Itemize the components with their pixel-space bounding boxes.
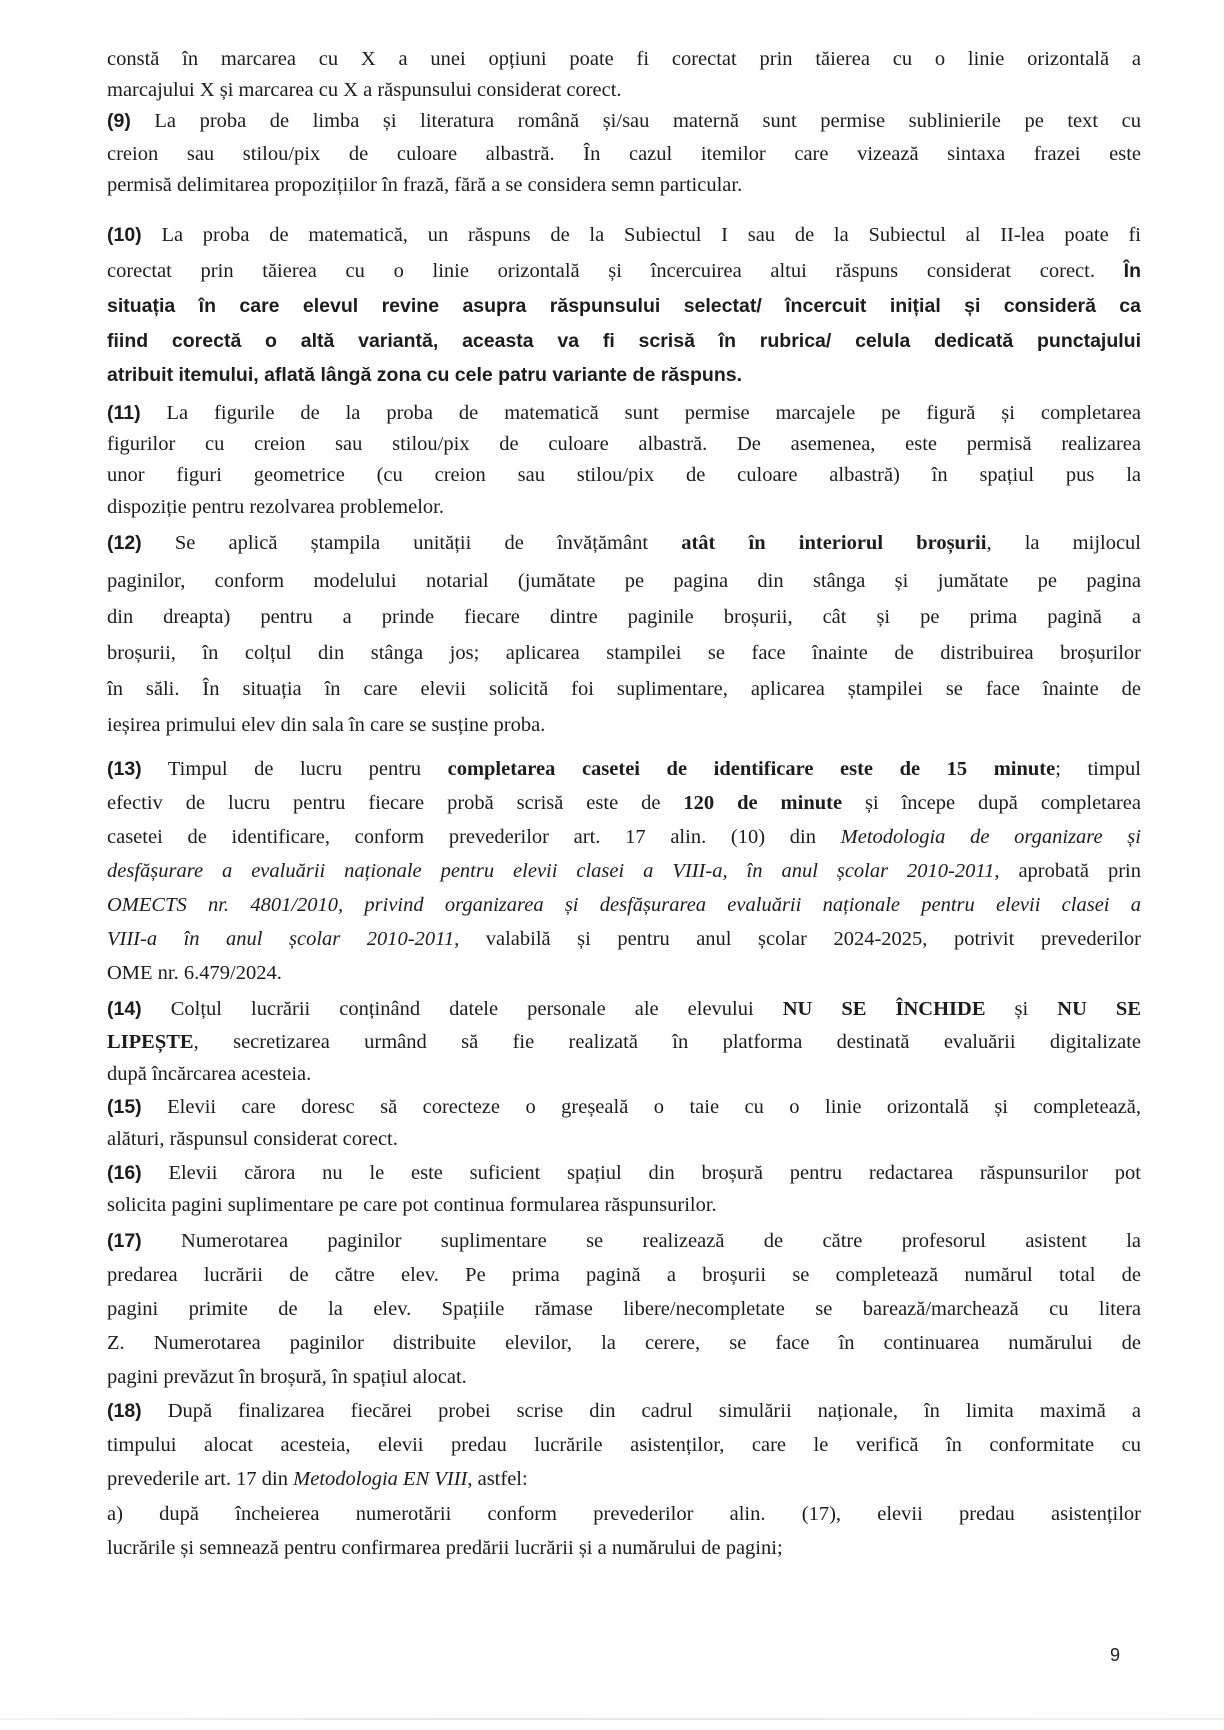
text-line: [107, 892, 1141, 918]
text-line: [107, 756, 1141, 782]
text-run: casetei de identificare, conform prevederilor art. 17 alin. (10) din: [107, 826, 841, 848]
text-run: constă în marcarea cu X a unei opțiuni poate fi corectat prin tăierea cu o linie orizontală a: [107, 48, 1141, 70]
text-run: OMECTS nr. 4801/2010, privind organizarea și desfășurarea evaluării naționale pentru elevii clasei a: [107, 894, 1141, 916]
text-line: [107, 172, 1141, 198]
paragraph-number: (13): [107, 758, 142, 780]
text-run: Se aplică ștampila unității de învățământ: [141, 532, 682, 554]
text-run: Numerotarea paginilor suplimentare se realizează de către profesorul asistent la: [141, 1230, 1141, 1252]
text-run: timpului alocat acesteia, elevii predau lucrările asistenților, care le verifică în conformitate cu: [107, 1434, 1141, 1456]
text-run: desfășurare a evaluării naționale pentru elevii clasei a VIII-a, în anul școlar 2010-2011: [107, 860, 995, 882]
paragraph-number: atribuit itemului, aflată lângă zona cu cele patru variante de răspuns.: [107, 364, 742, 386]
text-line: [107, 1466, 1141, 1492]
text-line: [107, 1061, 1141, 1087]
text-run: permisă delimitarea propozițiilor în frază, fără a se considera semn particular.: [107, 174, 743, 196]
text-run: figurilor cu creion sau stilou/pix de culoare albastră. De asemenea, este permisă realizarea: [107, 433, 1141, 455]
text-run: , la mijlocul: [986, 532, 1141, 554]
text-line: [107, 494, 1141, 520]
text-run: marcajului X și marcarea cu X a răspunsului considerat corect.: [107, 79, 622, 101]
text-run: din dreapta) pentru a prinde fiecare dintre paginile broșurii, cât și pe prima pagină a: [107, 606, 1141, 628]
text-run: completarea casetei de identificare este de 15 minute: [447, 758, 1056, 780]
text-run: LIPEȘTE: [107, 1031, 194, 1053]
text-run: prevederile art. 17 din: [107, 1468, 294, 1490]
paragraph-number: (16): [107, 1162, 142, 1184]
text-line: [107, 141, 1141, 167]
text-line: [107, 1192, 1141, 1218]
text-run: La figurile de la proba de matematică sunt permise marcajele pe figură și completarea: [140, 402, 1141, 424]
text-line: [107, 293, 1141, 319]
text-line: [107, 824, 1141, 850]
text-line: [107, 77, 1141, 103]
text-line: [107, 960, 1141, 986]
text-line: [107, 362, 1141, 388]
text-line: [107, 1094, 1141, 1120]
text-run: în săli. În situația în care elevii solicită foi suplimentare, aplicarea ștampilei se face înainte de: [107, 678, 1141, 700]
paragraph-number: (12): [107, 532, 142, 554]
text-line: [107, 604, 1141, 630]
text-line: [107, 790, 1141, 816]
page-number: 9: [1110, 1645, 1121, 1665]
text-line: [107, 431, 1141, 457]
text-run: creion sau stilou/pix de culoare albastră. În cazul itemilor care vizează sintaxa frazei este: [107, 143, 1141, 165]
text-line: [107, 258, 1141, 284]
text-run: Z. Numerotarea paginilor distribuite elevilor, la cerere, se face în continuarea numărului de: [107, 1332, 1141, 1354]
text-run: Timpul de lucru pentru: [141, 758, 448, 780]
text-run: Elevii care doresc să corecteze o greșeală o taie cu o linie orizontală și completează,: [141, 1096, 1141, 1118]
paragraph-number: (18): [107, 1400, 142, 1422]
text-run: VIII-a în anul școlar 2010-2011: [107, 928, 455, 950]
text-line: [107, 1364, 1141, 1390]
text-run: broșurii, în colțul din stânga jos; aplicarea stampilei se face înainte de distribuirea broșurilor: [107, 642, 1141, 664]
paragraph-number: (17): [107, 1230, 142, 1252]
text-line: [107, 1262, 1141, 1288]
page-edge-divider: [0, 1718, 1224, 1720]
text-run: NU SE: [1057, 998, 1141, 1020]
text-run: și: [985, 998, 1058, 1020]
text-line: [107, 858, 1141, 884]
text-run: La proba de limba și literatura română și/sau maternă sunt permise sublinierile pe text cu: [130, 110, 1141, 132]
text-line: [107, 328, 1141, 354]
paragraph-number: (11): [107, 402, 141, 424]
text-run: OME nr. 6.479/2024.: [107, 962, 282, 984]
paragraph-number: (14): [107, 998, 142, 1020]
text-line: [107, 1029, 1141, 1055]
text-run: pagini primite de la elev. Spațiile rămase libere/necompletate se barează/marchează cu litera: [107, 1298, 1141, 1320]
text-run: predarea lucrării de către elev. Pe prima pagină a broșurii se completează numărul total de: [107, 1264, 1141, 1286]
text-line: [107, 1535, 1141, 1561]
paragraph-number: (15): [107, 1096, 142, 1118]
text-run: dispoziție pentru rezolvarea problemelor.: [107, 496, 444, 518]
text-run: La proba de matematică, un răspuns de la Subiectul I sau de la Subiectul al II-lea poate fi: [141, 224, 1141, 246]
text-run: după încărcarea acesteia.: [107, 1063, 312, 1085]
text-run: a) după încheierea numerotării conform prevederilor alin. (17), elevii predau asistenților: [107, 1503, 1141, 1525]
text-run: Metodologia de organizare și: [840, 826, 1141, 848]
text-run: solicita pagini suplimentare pe care pot continua formularea răspunsurilor.: [107, 1194, 717, 1216]
text-line: [107, 1330, 1141, 1356]
text-run: unor figuri geometrice (cu creion sau stilou/pix de culoare albastră) în spațiul pus la: [107, 464, 1141, 486]
text-line: [107, 640, 1141, 666]
text-line: [107, 1228, 1141, 1254]
text-run: Metodologia EN VIII: [293, 1468, 468, 1490]
text-run: alături, răspunsul considerat corect.: [107, 1128, 398, 1150]
text-line: [107, 462, 1141, 488]
text-line: [107, 1398, 1141, 1424]
text-run: și începe după completarea: [842, 792, 1141, 814]
paragraph-number: (9): [107, 110, 131, 132]
text-run: ieșirea primului elev din sala în care se susține proba.: [107, 714, 546, 736]
text-line: [107, 926, 1141, 952]
text-line: [107, 996, 1141, 1022]
text-line: [107, 1126, 1141, 1152]
text-line: [107, 400, 1141, 426]
text-run: paginilor, conform modelului notarial (jumătate pe pagina din stânga și jumătate pe pagina: [107, 570, 1141, 592]
text-line: [107, 1501, 1141, 1527]
text-run: , secretizarea urmând să fie realizată în platforma destinată evaluării digitalizate: [193, 1031, 1141, 1053]
text-run: pagini prevăzut în broșură, în spațiul alocat.: [107, 1366, 467, 1388]
text-run: , aprobată prin: [994, 860, 1141, 882]
text-line: [107, 1432, 1141, 1458]
text-run: lucrările și semnează pentru confirmarea predării lucrării și a numărului de pagini;: [107, 1537, 783, 1559]
text-run: atât în interiorul broșurii: [681, 532, 987, 554]
text-run: NU SE ÎNCHIDE: [782, 998, 986, 1020]
text-line: [107, 530, 1141, 556]
paragraph-number: fiind corectă o altă variantă, aceasta va fi scrisă în rubrica/ celula dedicată punctajului: [107, 330, 1141, 352]
text-run: , astfel:: [467, 1468, 528, 1490]
text-line: [107, 46, 1141, 72]
text-line: [107, 712, 1141, 738]
text-run: După finalizarea fiecărei probei scrise din cadrul simulării naționale, în limita maximă a: [141, 1400, 1141, 1422]
text-run: ; timpul: [1055, 758, 1141, 780]
text-run: , valabilă și pentru anul școlar 2024-2025, potrivit prevederilor: [454, 928, 1141, 950]
text-run: 120 de minute: [683, 792, 843, 814]
paragraph-number: În: [1123, 260, 1141, 282]
text-line: [107, 1160, 1141, 1186]
paragraph-number: (10): [107, 224, 142, 246]
text-line: [107, 222, 1141, 248]
text-line: [107, 676, 1141, 702]
text-run: Colțul lucrării conținând datele personale ale elevului: [141, 998, 783, 1020]
text-run: Elevii cărora nu le este suficient spațiul din broșură pentru redactarea răspunsurilor pot: [141, 1162, 1141, 1184]
paragraph-number: situația în care elevul revine asupra răspunsului selectat/ încercuit inițial și consideră ca: [107, 295, 1141, 317]
text-line: [107, 108, 1141, 134]
text-line: [107, 1296, 1141, 1322]
text-run: efectiv de lucru pentru fiecare probă scrisă este de: [107, 792, 684, 814]
text-line: [107, 568, 1141, 594]
text-run: corectat prin tăierea cu o linie orizontală și încercuirea altui răspuns considerat corect.: [107, 260, 1124, 282]
